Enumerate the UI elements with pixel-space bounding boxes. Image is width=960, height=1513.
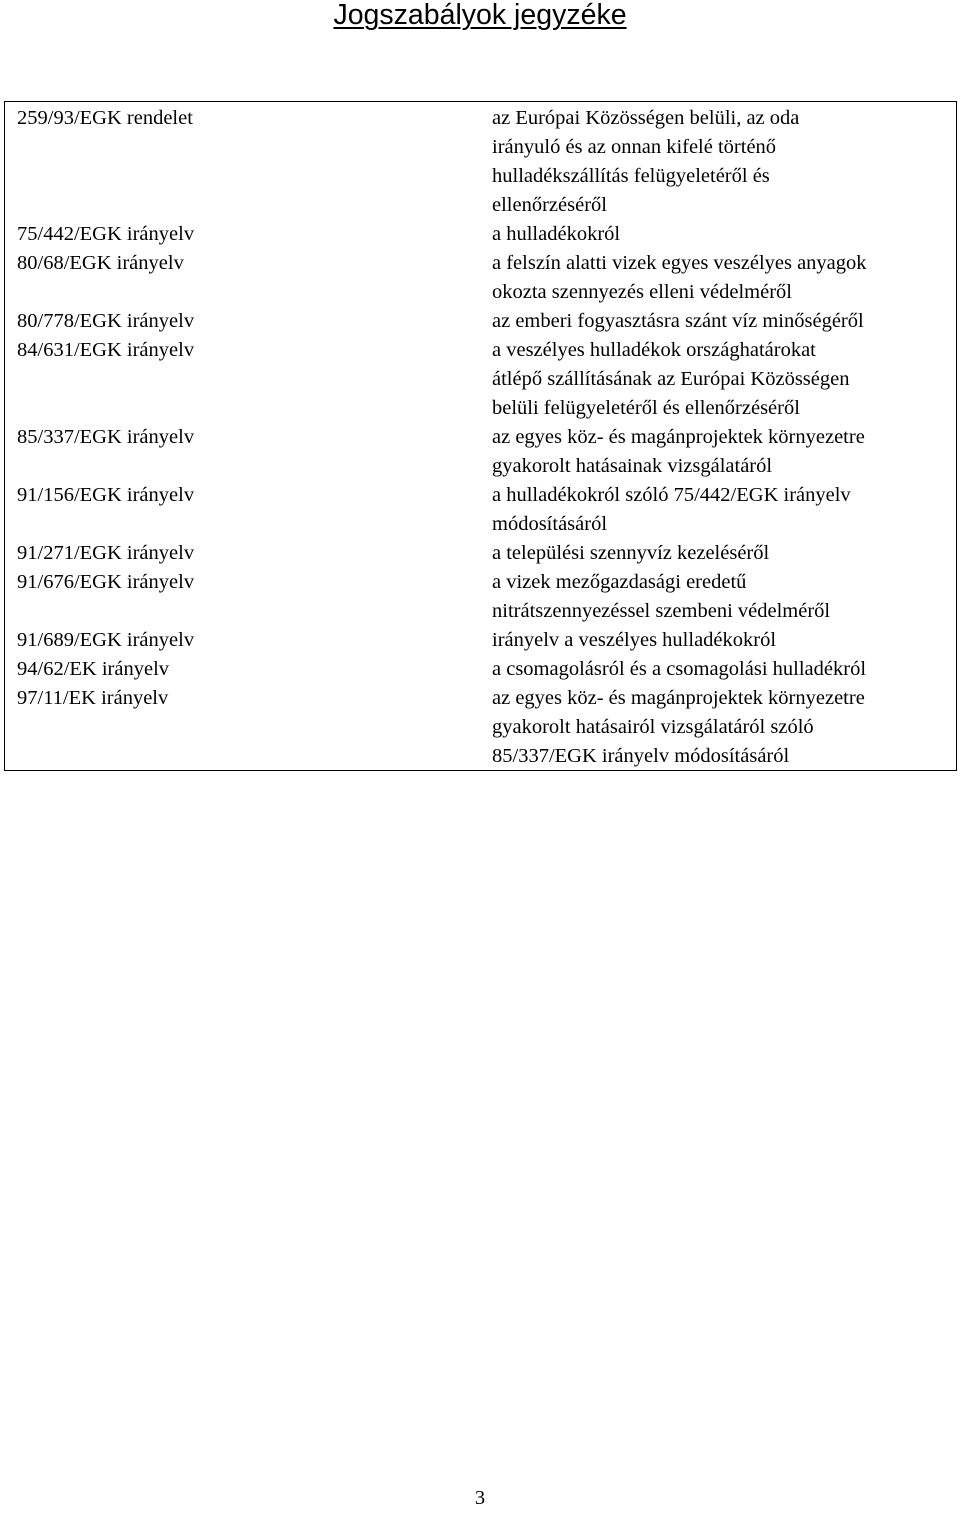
law-reference: 94/62/EK irányelv bbox=[17, 658, 170, 680]
law-description: a települési szennyvíz kezeléséről bbox=[492, 542, 770, 564]
law-reference: 85/337/EGK irányelv bbox=[17, 426, 195, 448]
law-reference: 84/631/EGK irányelv bbox=[17, 339, 195, 361]
law-description: az Európai Közösségen belüli, az oda irányuló és az onnan kifelé történő hulladékszállítás felügyeletéről és ellenőrzéséről bbox=[492, 107, 800, 216]
law-reference: 91/156/EGK irányelv bbox=[17, 484, 195, 506]
law-reference: 80/778/EGK irányelv bbox=[17, 310, 195, 332]
page-number: 3 bbox=[474, 1487, 486, 1509]
law-reference: 91/676/EGK irányelv bbox=[17, 571, 195, 593]
law-description: az egyes köz- és magánprojektek környezetre gyakorolt hatásairól vizsgálatáról szóló 85/337/EGK irányelv módosításáról bbox=[492, 687, 865, 767]
law-reference: 75/442/EGK irányelv bbox=[17, 223, 195, 245]
law-reference: 91/689/EGK irányelv bbox=[17, 629, 195, 651]
law-description: a csomagolásról és a csomagolási hulladékról bbox=[492, 658, 867, 680]
law-reference: 80/68/EGK irányelv bbox=[17, 252, 184, 274]
page-title: Jogszabályok jegyzéke bbox=[333, 0, 627, 31]
law-description: a hulladékokról bbox=[492, 223, 621, 245]
law-description: a vizek mezőgazdasági eredetű nitrátszennyezéssel szembeni védelméről bbox=[492, 571, 831, 622]
law-reference: 259/93/EGK rendelet bbox=[17, 107, 193, 129]
law-description: az emberi fogyasztásra szánt víz minőségéről bbox=[492, 310, 864, 332]
law-reference: 91/271/EGK irányelv bbox=[17, 542, 195, 564]
law-reference: 97/11/EK irányelv bbox=[17, 687, 169, 709]
law-description: az egyes köz- és magánprojektek környezetre gyakorolt hatásainak vizsgálatáról bbox=[492, 426, 865, 477]
law-description: a felszín alatti vizek egyes veszélyes anyagok okozta szennyezés elleni védelméről bbox=[492, 252, 867, 303]
law-description: irányelv a veszélyes hulladékokról bbox=[492, 629, 777, 651]
law-description: a veszélyes hulladékok országhatárokat átlépő szállításának az Európai Közösségen belüli felügyeletéről és ellenőrzéséről bbox=[492, 339, 850, 419]
law-description: a hulladékokról szóló 75/442/EGK irányelv módosításáról bbox=[492, 484, 851, 535]
legislation-table bbox=[4, 101, 957, 771]
